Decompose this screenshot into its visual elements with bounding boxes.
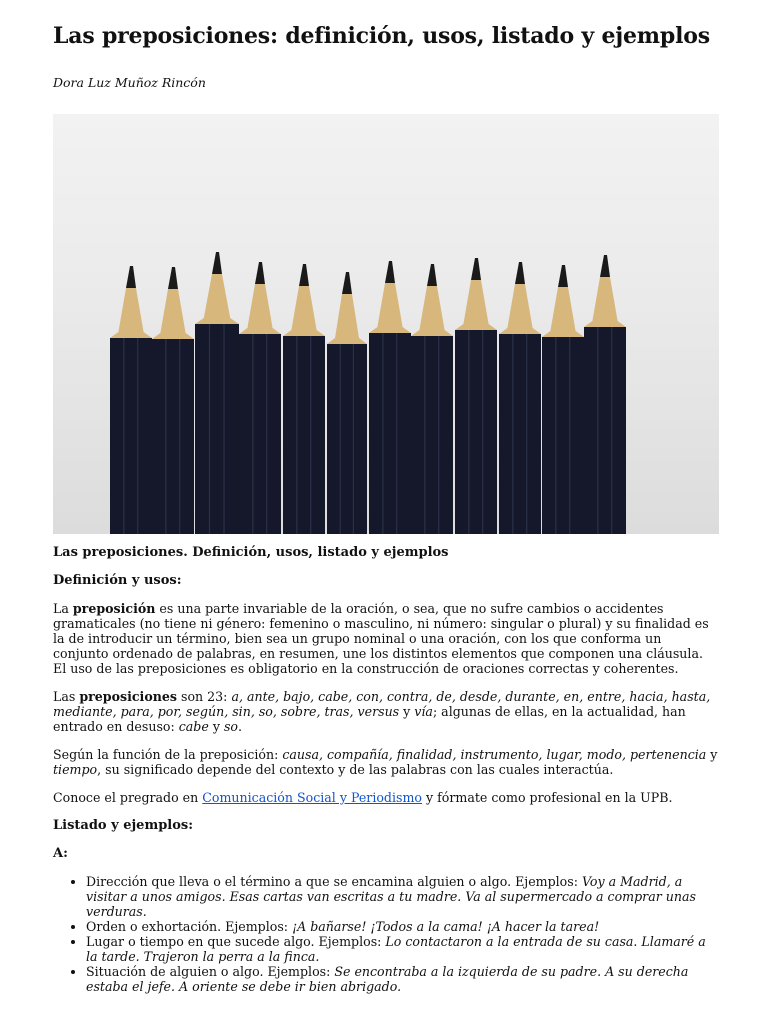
pencil-body	[110, 338, 152, 534]
paragraph-definition	[53, 601, 718, 676]
letter-heading-a: A:	[53, 846, 68, 861]
pencil-wood	[152, 289, 194, 339]
examples-list	[53, 874, 718, 994]
text: y	[706, 747, 718, 762]
text: .	[238, 719, 243, 734]
text: ; algunas de ellas, en la actualidad, han entrado en desuso:	[53, 704, 686, 734]
text: Conoce el pregrado en	[53, 790, 203, 805]
section-heading-listado: Listado y ejemplos:	[53, 818, 194, 833]
functions-italic: causa, compañía, finalidad, instrumento, lugar, modo, pertenencia	[282, 747, 707, 762]
paragraph-promo	[53, 790, 718, 805]
pencil-lead	[255, 262, 265, 284]
pencil-body	[455, 330, 497, 534]
example-italic: Voy a Madrid, a visitar a unos amigos. Esas cartas van escritas a tu madre. Va al supermercado a comprar unas verduras.	[86, 874, 696, 919]
pencil-body	[499, 334, 541, 534]
pencil-body	[327, 344, 367, 534]
text: Dirección que lleva o el término a que se encamina alguien o algo. Ejemplos:	[86, 874, 582, 889]
example-italic: Se encontraba a la izquierda de su padre. A su derecha estaba el jefe. A oriente se debe ir bien abrigado.	[86, 964, 689, 994]
pencil-wood	[195, 274, 239, 324]
pencil-lead	[126, 266, 136, 288]
article-author: Dora Luz Muñoz Rincón	[53, 75, 206, 90]
example-italic: Lo contactaron a la entrada de su casa. Llamaré a la tarde. Trajeron la perra a la finca.	[86, 934, 706, 964]
pencil-body	[411, 336, 453, 534]
text: y	[208, 719, 224, 734]
pencil-body	[239, 334, 281, 534]
text: Situación de alguien o algo. Ejemplos:	[86, 964, 335, 979]
pencil-wood	[283, 286, 325, 336]
text: y	[399, 704, 415, 719]
program-link[interactable]: Comunicación Social y Periodismo	[202, 790, 423, 805]
article-title: Las preposiciones: definición, usos, listado y ejemplos	[53, 23, 710, 49]
text: La	[53, 601, 73, 616]
pencil-body	[542, 337, 584, 534]
pencil-wood	[239, 284, 281, 334]
term-bold: preposición	[72, 601, 156, 616]
pencil-wood	[411, 286, 453, 336]
pencil-lead	[558, 265, 568, 287]
pencil-body	[283, 336, 325, 534]
paragraph-list-of-prepositions	[53, 689, 718, 734]
caption-heading: Las preposiciones. Definición, usos, listado y ejemplos	[53, 545, 449, 560]
pencils-illustration	[53, 114, 719, 534]
text: Orden o exhortación. Ejemplos:	[86, 919, 293, 934]
paragraph-functions	[53, 747, 718, 777]
pencil-wood	[542, 287, 584, 337]
pencil-lead	[515, 262, 525, 284]
italic-word: tiempo	[53, 762, 98, 777]
pencil-lead	[168, 267, 178, 289]
text: Las	[53, 689, 80, 704]
list-item	[86, 934, 718, 964]
pencil-lead	[427, 264, 437, 286]
italic-word: cabe	[178, 719, 209, 734]
pencil-wood	[499, 284, 541, 334]
list-item	[86, 964, 718, 994]
text: Según la función de la preposición:	[53, 747, 283, 762]
italic-word: vía	[414, 704, 433, 719]
pencil-wood	[369, 283, 411, 333]
pencil-lead	[342, 272, 352, 294]
pencil-body	[195, 324, 239, 534]
italic-word: so	[223, 719, 238, 734]
example-italic: ¡A bañarse! ¡Todos a la cama! ¡A hacer la tarea!	[292, 919, 600, 934]
pencil-lead	[212, 252, 222, 274]
pencil-wood	[455, 280, 497, 330]
text: Lugar o tiempo en que sucede algo. Ejemplos:	[86, 934, 386, 949]
pencil-lead	[471, 258, 481, 280]
text: son 23:	[177, 689, 232, 704]
pencil-body	[584, 327, 626, 534]
prepositions-italic: a, ante, bajo, cabe, con, contra, de, desde, durante, en, entre, hacia, hasta, mediante, para, por, según, sin, so, sobre, tras, versus	[53, 689, 711, 719]
article-body	[53, 545, 718, 994]
hero-image	[53, 114, 719, 534]
pencil-lead	[299, 264, 309, 286]
list-item	[86, 874, 718, 919]
pencil-wood	[584, 277, 626, 327]
pencil-body	[369, 333, 411, 534]
pencil-wood	[327, 294, 367, 344]
pencil-wood	[110, 288, 152, 338]
pencil-lead	[385, 261, 395, 283]
term-bold: preposiciones	[79, 689, 177, 704]
pencil-lead	[600, 255, 610, 277]
text: , su significado depende del contexto y de las palabras con las cuales interactúa.	[97, 762, 614, 777]
section-heading-definicion: Definición y usos:	[53, 573, 182, 588]
list-item	[86, 919, 718, 934]
text: es una parte invariable de la oración, o sea, que no sufre cambios o accidentes gramaticales (no tiene ni género: femenino o masculino, ni número: singular o plural) y su finalidad es la de introducir un término, bien sea un grupo nominal o una oración, con los que conforma un conjunto ordenado de palabras, en resumen, une los distintos elementos que componen una cláusula. El uso de las preposiciones es obligatorio en la construcción de oraciones correctas y coherentes.	[53, 601, 709, 676]
pencil-body	[152, 339, 194, 534]
pencil-group	[110, 252, 626, 534]
text: y fórmate como profesional en la UPB.	[422, 790, 673, 805]
